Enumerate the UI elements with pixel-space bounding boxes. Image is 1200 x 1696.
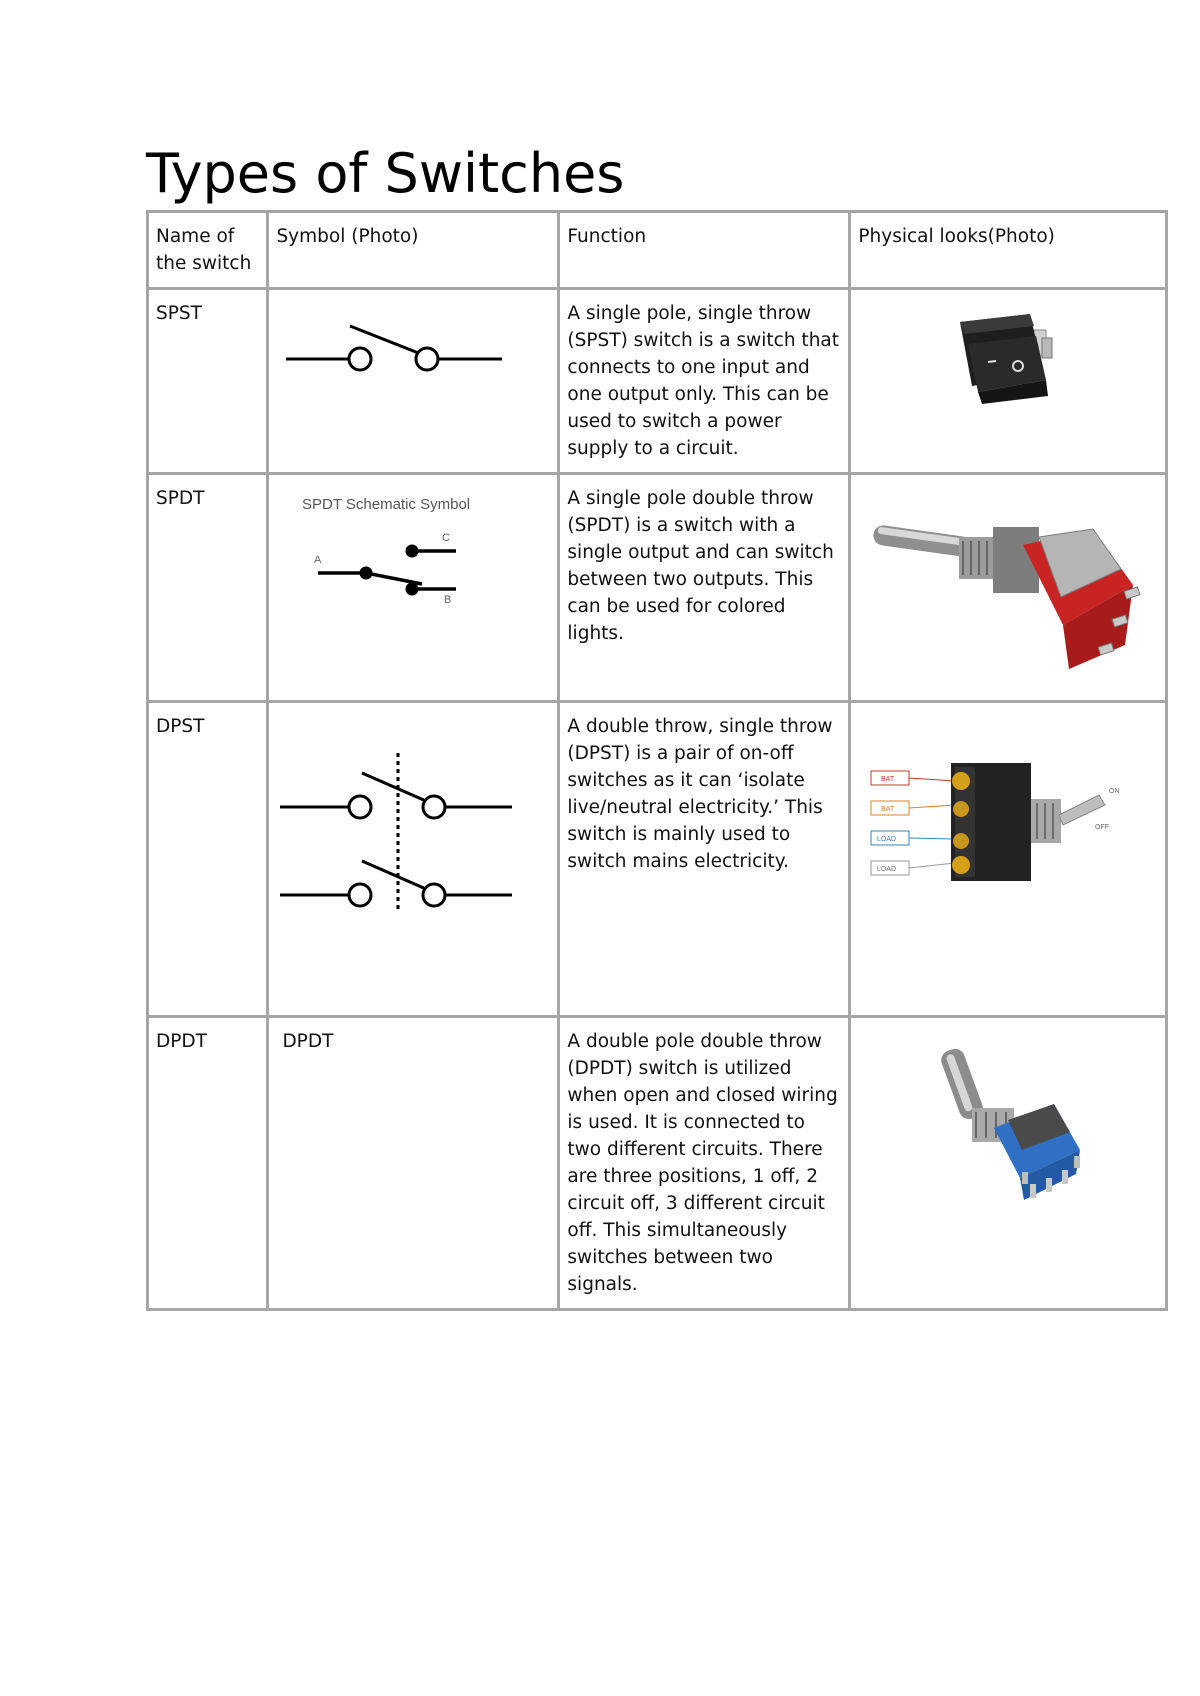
dpst-photo-label-bat-1: BAT <box>881 776 895 783</box>
dpdt-photo-cell <box>850 1017 1167 1310</box>
dpdt-symbol-cell <box>268 1017 559 1310</box>
dpst-photo-label-load-2: LOAD <box>877 866 897 873</box>
switch-name: DPST <box>148 702 268 1017</box>
dpst-symbol-cell <box>268 702 559 1017</box>
header-name: Name of the switch <box>148 212 268 289</box>
header-symbol: Symbol (Photo) <box>268 212 559 289</box>
spst-symbol-diagram <box>276 304 516 394</box>
terminal-label-c: C <box>442 532 451 544</box>
switch-function: A single pole, single throw (SPST) switch is a switch that connects to one input and one output only. This can be used to switch a power supply to a circuit. <box>559 289 850 474</box>
page-title: Types of Switches <box>146 142 625 205</box>
table-header-row <box>148 212 1167 289</box>
spdt-symbol-diagram <box>276 489 526 619</box>
spdt-symbol-caption: SPDT Schematic Symbol <box>302 496 471 513</box>
switch-name: DPDT <box>148 1017 268 1310</box>
dpst-photo-cell <box>850 702 1167 1017</box>
header-physical-looks: Physical looks(Photo) <box>850 212 1167 289</box>
dpst-photo-label-on: ON <box>1109 788 1120 795</box>
table-row <box>148 1017 1167 1310</box>
switch-types-table <box>146 210 1168 1311</box>
dpst-photo-label-bat-2: BAT <box>881 806 895 813</box>
dpst-photo-label-off: OFF <box>1095 824 1110 831</box>
switch-function: A double throw, single throw (DPST) is a pair of on-off switches as it can ‘isolate live/neutral electricity.’ This switch is mainly used to switch mains electricity. <box>559 702 850 1017</box>
spst-photo-cell <box>850 289 1167 474</box>
spst-symbol-cell <box>268 289 559 474</box>
dpdt-toggle-switch-photo <box>898 1028 1118 1208</box>
dpst-toggle-switch-photo <box>863 753 1153 893</box>
dpst-photo-label-load-1: LOAD <box>877 836 897 843</box>
header-function: Function <box>559 212 850 289</box>
dpst-symbol-diagram <box>276 717 526 917</box>
terminal-label-a: A <box>314 554 322 566</box>
spst-rocker-switch-photo <box>938 300 1078 420</box>
switch-name: SPST <box>148 289 268 474</box>
switch-name: SPDT <box>148 474 268 702</box>
terminal-label-b: B <box>444 594 452 606</box>
switch-function: A single pole double throw (SPDT) is a switch with a single output and can switch between two outputs. This can be used for colored lights. <box>559 474 850 702</box>
table-row <box>148 289 1167 474</box>
spdt-symbol-cell <box>268 474 559 702</box>
table-row <box>148 474 1167 702</box>
table-row <box>148 702 1167 1017</box>
spdt-toggle-switch-photo <box>863 485 1153 675</box>
dpdt-symbol-caption: DPDT <box>282 1031 334 1052</box>
switch-function: A double pole double throw (DPDT) switch is utilized when open and closed wiring is used. It is connected to two different circuits. There are three positions, 1 off, 2 circuit off, 3 different circuit off. This simultaneously switches between two signals. <box>559 1017 850 1310</box>
spdt-photo-cell <box>850 474 1167 702</box>
